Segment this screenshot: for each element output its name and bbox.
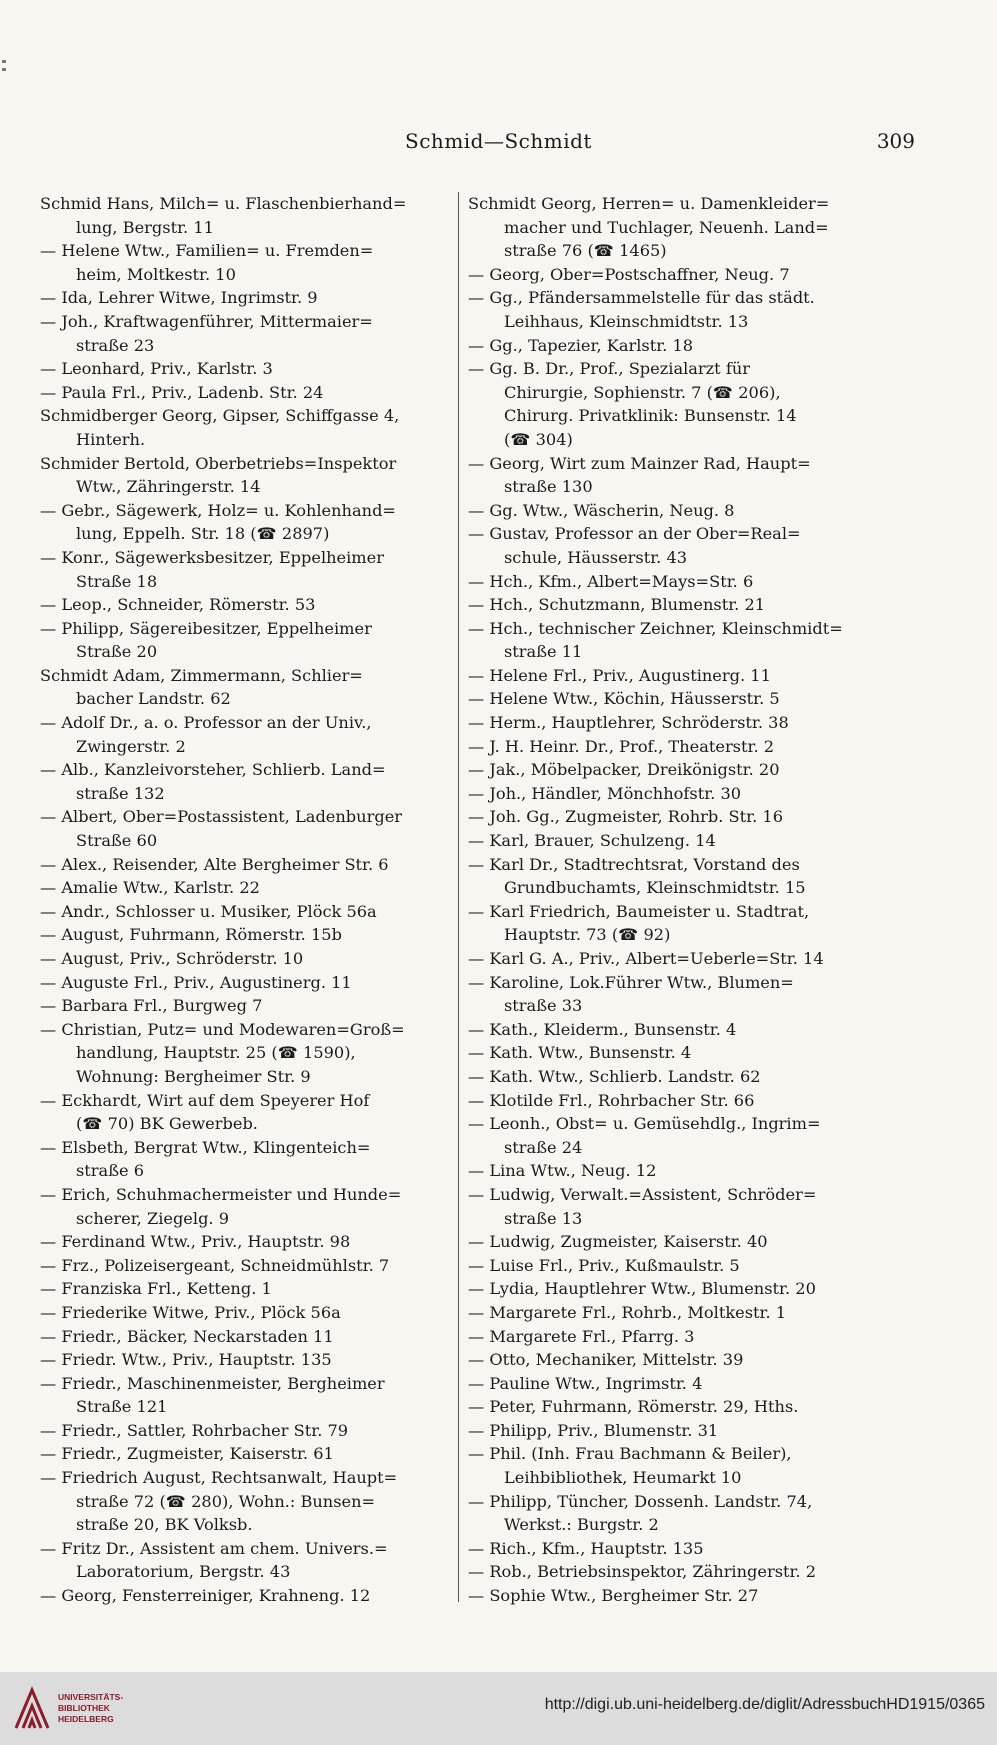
directory-entry-line: straße 24 xyxy=(504,1137,583,1157)
directory-entry-line: — Gg. Wtw., Wäscherin, Neug. 8 xyxy=(468,500,735,520)
directory-entry-line: Laboratorium, Bergstr. 43 xyxy=(76,1562,291,1582)
right-column xyxy=(468,192,892,1608)
directory-entry-line: Leihbibliothek, Heumarkt 10 xyxy=(504,1468,742,1488)
directory-entry-line: — Gg., Pfändersammelstelle für das städt. xyxy=(468,288,815,308)
directory-entry-line: Wohnung: Bergheimer Str. 9 xyxy=(76,1066,311,1086)
directory-entry-line: straße 72 (☎ 280), Wohn.: Bunsen= xyxy=(76,1491,376,1511)
directory-entry-line: Wtw., Zähringerstr. 14 xyxy=(76,477,261,497)
library-name-line: HEIDELBERG xyxy=(58,1714,114,1724)
directory-entry-line: — Helene Wtw., Köchin, Häusserstr. 5 xyxy=(468,689,780,709)
directory-entry-line: — Philipp, Sägereibesitzer, Eppelheimer xyxy=(40,618,372,638)
directory-entry-line: straße 11 xyxy=(504,642,583,662)
column-divider xyxy=(458,192,459,1602)
directory-entry-line: — Rob., Betriebsinspektor, Zähringerstr. 2 xyxy=(468,1562,817,1582)
directory-entry-line: Chirurg. Privatklinik: Bunsenstr. 14 xyxy=(504,406,797,426)
directory-entry-line: Schmidt Georg, Herren= u. Damenkleider= xyxy=(468,194,830,213)
directory-entry-line: — Peter, Fuhrmann, Römerstr. 29, Hths. xyxy=(468,1397,799,1417)
directory-entry-line: — August, Fuhrmann, Römerstr. 15b xyxy=(40,925,342,945)
directory-entry-line: — August, Priv., Schröderstr. 10 xyxy=(40,949,304,968)
directory-entry-line: heim, Moltkestr. 10 xyxy=(76,264,236,284)
directory-entry-line: straße 6 xyxy=(76,1161,145,1181)
directory-entry-line: straße 33 xyxy=(504,996,583,1016)
directory-entry-line: — Frz., Polizeisergeant, Schneidmühlstr. 7 xyxy=(40,1255,390,1275)
scan-artifact xyxy=(2,60,6,63)
permalink-url[interactable]: http://digi.ub.uni-heidelberg.de/diglit/AdressbuchHD1915/0365 xyxy=(544,1696,985,1713)
directory-entry-line: — Elsbeth, Bergrat Wtw., Klingenteich= xyxy=(40,1137,371,1157)
directory-entry-line: — Philipp, Priv., Blumenstr. 31 xyxy=(468,1420,719,1440)
directory-entry-line: — Jak., Möbelpacker, Dreikönigstr. 20 xyxy=(468,760,780,780)
directory-entry-line: — Hch., Schutzmann, Blumenstr. 21 xyxy=(468,595,766,615)
directory-entry-line: — Helene Wtw., Familien= u. Fremden= xyxy=(40,241,374,261)
directory-entry-line: — Luise Frl., Priv., Kußmaulstr. 5 xyxy=(468,1255,740,1275)
directory-entry-line: — Margarete Frl., Rohrb., Moltkestr. 1 xyxy=(468,1302,787,1322)
directory-entry-line: — Albert, Ober=Postassistent, Ladenburger xyxy=(40,807,403,827)
viewer-footer xyxy=(0,1672,997,1745)
directory-entry-line: — Eckhardt, Wirt auf dem Speyerer Hof xyxy=(40,1090,370,1110)
directory-entry-line: — Klotilde Frl., Rohrbacher Str. 66 xyxy=(468,1090,755,1110)
directory-entry-line: — Christian, Putz= und Modewaren=Groß= xyxy=(40,1019,405,1039)
directory-entry-line: — Otto, Mechaniker, Mittelstr. 39 xyxy=(468,1350,744,1370)
directory-entry-line: lung, Eppelh. Str. 18 (☎ 2897) xyxy=(76,524,330,544)
directory-entry-line: Grundbuchamts, Kleinschmidtstr. 15 xyxy=(504,878,806,898)
directory-entry-line: handlung, Hauptstr. 25 (☎ 1590), xyxy=(76,1043,356,1063)
left-column xyxy=(40,192,448,1608)
directory-entry-line: — Friedr., Zugmeister, Kaiserstr. 61 xyxy=(40,1444,334,1464)
directory-entry-line: — Ida, Lehrer Witwe, Ingrimstr. 9 xyxy=(40,288,318,308)
directory-entry-line: Straße 18 xyxy=(76,571,158,591)
library-name-line: UNIVERSITÄTS- xyxy=(58,1692,124,1702)
directory-entry-line: Schmidt Adam, Zimmermann, Schlier= xyxy=(40,665,363,685)
directory-entry-line: — Karl, Brauer, Schulzeng. 14 xyxy=(468,831,716,851)
directory-entry-line: straße 130 xyxy=(504,477,593,497)
directory-entry-line: — Joh., Kraftwagenführer, Mittermaier= xyxy=(40,311,373,331)
directory-entry-line: (☎ 304) xyxy=(504,429,573,449)
directory-entry-line: — Leop., Schneider, Römerstr. 53 xyxy=(40,595,316,615)
directory-entry-line: Schmidberger Georg, Gipser, Schiffgasse 4, xyxy=(40,406,400,426)
directory-entry-line: — Karl G. A., Priv., Albert=Ueberle=Str. 14 xyxy=(468,949,824,968)
directory-entry-line: — Friedr., Bäcker, Neckarstaden 11 xyxy=(40,1326,334,1346)
directory-entry-line: — Rich., Kfm., Hauptstr. 135 xyxy=(468,1538,704,1558)
directory-entry-line: — Georg, Ober=Postschaffner, Neug. 7 xyxy=(468,264,790,284)
directory-entry-line: Schmid Hans, Milch= u. Flaschenbierhand= xyxy=(40,194,407,213)
directory-entry-line: Straße 121 xyxy=(76,1397,168,1417)
directory-entry-line: — Ferdinand Wtw., Priv., Hauptstr. 98 xyxy=(40,1232,351,1252)
library-name xyxy=(58,1692,123,1725)
directory-entry-line: straße 76 (☎ 1465) xyxy=(504,241,667,261)
directory-entry-line: — Paula Frl., Priv., Ladenb. Str. 24 xyxy=(40,382,324,402)
directory-entry-line: macher und Tuchlager, Neuenh. Land= xyxy=(504,217,829,237)
directory-entry-line: — Pauline Wtw., Ingrimstr. 4 xyxy=(468,1373,703,1393)
directory-entry-line: — Kath. Wtw., Bunsenstr. 4 xyxy=(468,1043,692,1063)
directory-entry-line: — Ludwig, Verwalt.=Assistent, Schröder= xyxy=(468,1184,817,1204)
directory-entry-line: — Leonhard, Priv., Karlstr. 3 xyxy=(40,359,273,379)
directory-entry-line: — Lina Wtw., Neug. 12 xyxy=(468,1161,657,1181)
directory-entry-line: — Phil. (Inh. Frau Bachmann & Beiler), xyxy=(468,1444,792,1464)
directory-entry-line: — Karl Dr., Stadtrechtsrat, Vorstand des xyxy=(468,854,800,874)
directory-entry-line: schule, Häusserstr. 43 xyxy=(504,547,688,567)
directory-entry-line: — Margarete Frl., Pfarrg. 3 xyxy=(468,1326,695,1346)
directory-entry-line: — Gebr., Sägewerk, Holz= u. Kohlenhand= xyxy=(40,500,396,520)
directory-entry-line: — Joh. Gg., Zugmeister, Rohrb. Str. 16 xyxy=(468,807,783,827)
directory-entry-line: — Philipp, Tüncher, Dossenh. Landstr. 74, xyxy=(468,1491,813,1511)
directory-entry-line: straße 20, BK Volksb. xyxy=(76,1515,253,1535)
directory-entry-line: straße 23 xyxy=(76,335,155,355)
directory-entry-line: — Georg, Fensterreiniger, Krahneng. 12 xyxy=(40,1586,371,1606)
directory-entry-line: — Kath. Wtw., Schlierb. Landstr. 62 xyxy=(468,1066,761,1086)
directory-entry-line: — Leonh., Obst= u. Gemüsehdlg., Ingrim= xyxy=(468,1114,821,1134)
directory-entry-line: Zwingerstr. 2 xyxy=(76,736,186,756)
directory-entry-line: — Auguste Frl., Priv., Augustinerg. 11 xyxy=(40,972,352,992)
running-header: Schmid—Schmidt xyxy=(405,129,592,153)
directory-entry-line: — Erich, Schuhmachermeister und Hunde= xyxy=(40,1184,402,1204)
directory-entry-line: — Lydia, Hauptlehrer Wtw., Blumenstr. 20 xyxy=(468,1279,816,1299)
directory-entry-line: — Gustav, Professor an der Ober=Real= xyxy=(468,524,801,544)
directory-entry-line: — Gg., Tapezier, Karlstr. 18 xyxy=(468,335,694,355)
directory-entry-line: scherer, Ziegelg. 9 xyxy=(76,1208,230,1228)
directory-entry-line: Chirurgie, Sophienstr. 7 (☎ 206), xyxy=(504,382,781,402)
directory-entry-line: straße 132 xyxy=(76,783,165,803)
directory-entry-line: — Joh., Händler, Mönchhofstr. 30 xyxy=(468,783,742,803)
directory-entry-line: — Alex., Reisender, Alte Bergheimer Str. 6 xyxy=(40,854,389,874)
directory-entry-line: — Friedr., Sattler, Rohrbacher Str. 79 xyxy=(40,1420,349,1440)
directory-entry-line: Werkst.: Burgstr. 2 xyxy=(504,1515,659,1535)
directory-entry-line: — Sophie Wtw., Bergheimer Str. 27 xyxy=(468,1586,759,1606)
directory-entry-line: — Hch., technischer Zeichner, Kleinschmidt= xyxy=(468,618,843,638)
directory-entry-line: — Andr., Schlosser u. Musiker, Plöck 56a xyxy=(40,901,377,921)
directory-entry-line: — Georg, Wirt zum Mainzer Rad, Haupt= xyxy=(468,453,811,473)
directory-entry-line: — Alb., Kanzleivorsteher, Schlierb. Land= xyxy=(40,760,386,780)
directory-entry-line: — Ludwig, Zugmeister, Kaiserstr. 40 xyxy=(468,1232,768,1252)
directory-entry-line: (☎ 70) BK Gewerbeb. xyxy=(76,1114,258,1134)
directory-entry-line: Leihhaus, Kleinschmidtstr. 13 xyxy=(504,311,749,331)
directory-entry-line: bacher Landstr. 62 xyxy=(76,689,231,709)
directory-entry-line: Hinterh. xyxy=(76,429,146,449)
directory-entry-line: — Konr., Sägewerksbesitzer, Eppelheimer xyxy=(40,547,384,567)
directory-entry-line: Straße 20 xyxy=(76,642,158,662)
directory-entry-line: — Friederike Witwe, Priv., Plöck 56a xyxy=(40,1302,341,1322)
directory-entry-line: — Friedr., Maschinenmeister, Bergheimer xyxy=(40,1373,385,1393)
directory-entry-line: — Gg. B. Dr., Prof., Spezialarzt für xyxy=(468,359,750,379)
directory-entry-line: — J. H. Heinr. Dr., Prof., Theaterstr. 2 xyxy=(468,736,775,756)
scan-artifact xyxy=(2,68,6,71)
directory-entry-line: — Amalie Wtw., Karlstr. 22 xyxy=(40,878,260,898)
directory-entry-line: — Fritz Dr., Assistent am chem. Univers.= xyxy=(40,1538,388,1558)
university-library-logo-icon xyxy=(12,1686,52,1732)
directory-entry-line: — Karoline, Lok.Führer Wtw., Blumen= xyxy=(468,972,794,992)
directory-entry-line: — Karl Friedrich, Baumeister u. Stadtrat, xyxy=(468,901,810,921)
directory-entry-line: Straße 60 xyxy=(76,831,158,851)
directory-entry-line: Schmider Bertold, Oberbetriebs=Inspektor xyxy=(40,453,397,473)
directory-entry-line: — Helene Frl., Priv., Augustinerg. 11 xyxy=(468,665,771,685)
directory-entry-line: lung, Bergstr. 11 xyxy=(76,217,214,237)
directory-entry-line: — Adolf Dr., a. o. Professor an der Univ., xyxy=(40,713,372,733)
directory-entry-line: — Friedr. Wtw., Priv., Hauptstr. 135 xyxy=(40,1350,332,1370)
directory-entry-line: Hauptstr. 73 (☎ 92) xyxy=(504,925,671,945)
directory-entry-line: straße 13 xyxy=(504,1208,583,1228)
directory-entry-line: — Hch., Kfm., Albert=Mays=Str. 6 xyxy=(468,571,754,591)
directory-entry-line: — Barbara Frl., Burgweg 7 xyxy=(40,996,263,1016)
library-name-line: BIBLIOTHEK xyxy=(58,1703,110,1713)
directory-entry-line: — Herm., Hauptlehrer, Schröderstr. 38 xyxy=(468,713,789,733)
page-number: 309 xyxy=(876,129,915,153)
directory-entry-line: — Kath., Kleiderm., Bunsenstr. 4 xyxy=(468,1019,737,1039)
directory-entry-line: — Friedrich August, Rechtsanwalt, Haupt= xyxy=(40,1468,398,1488)
directory-entry-line: — Franziska Frl., Ketteng. 1 xyxy=(40,1279,272,1299)
